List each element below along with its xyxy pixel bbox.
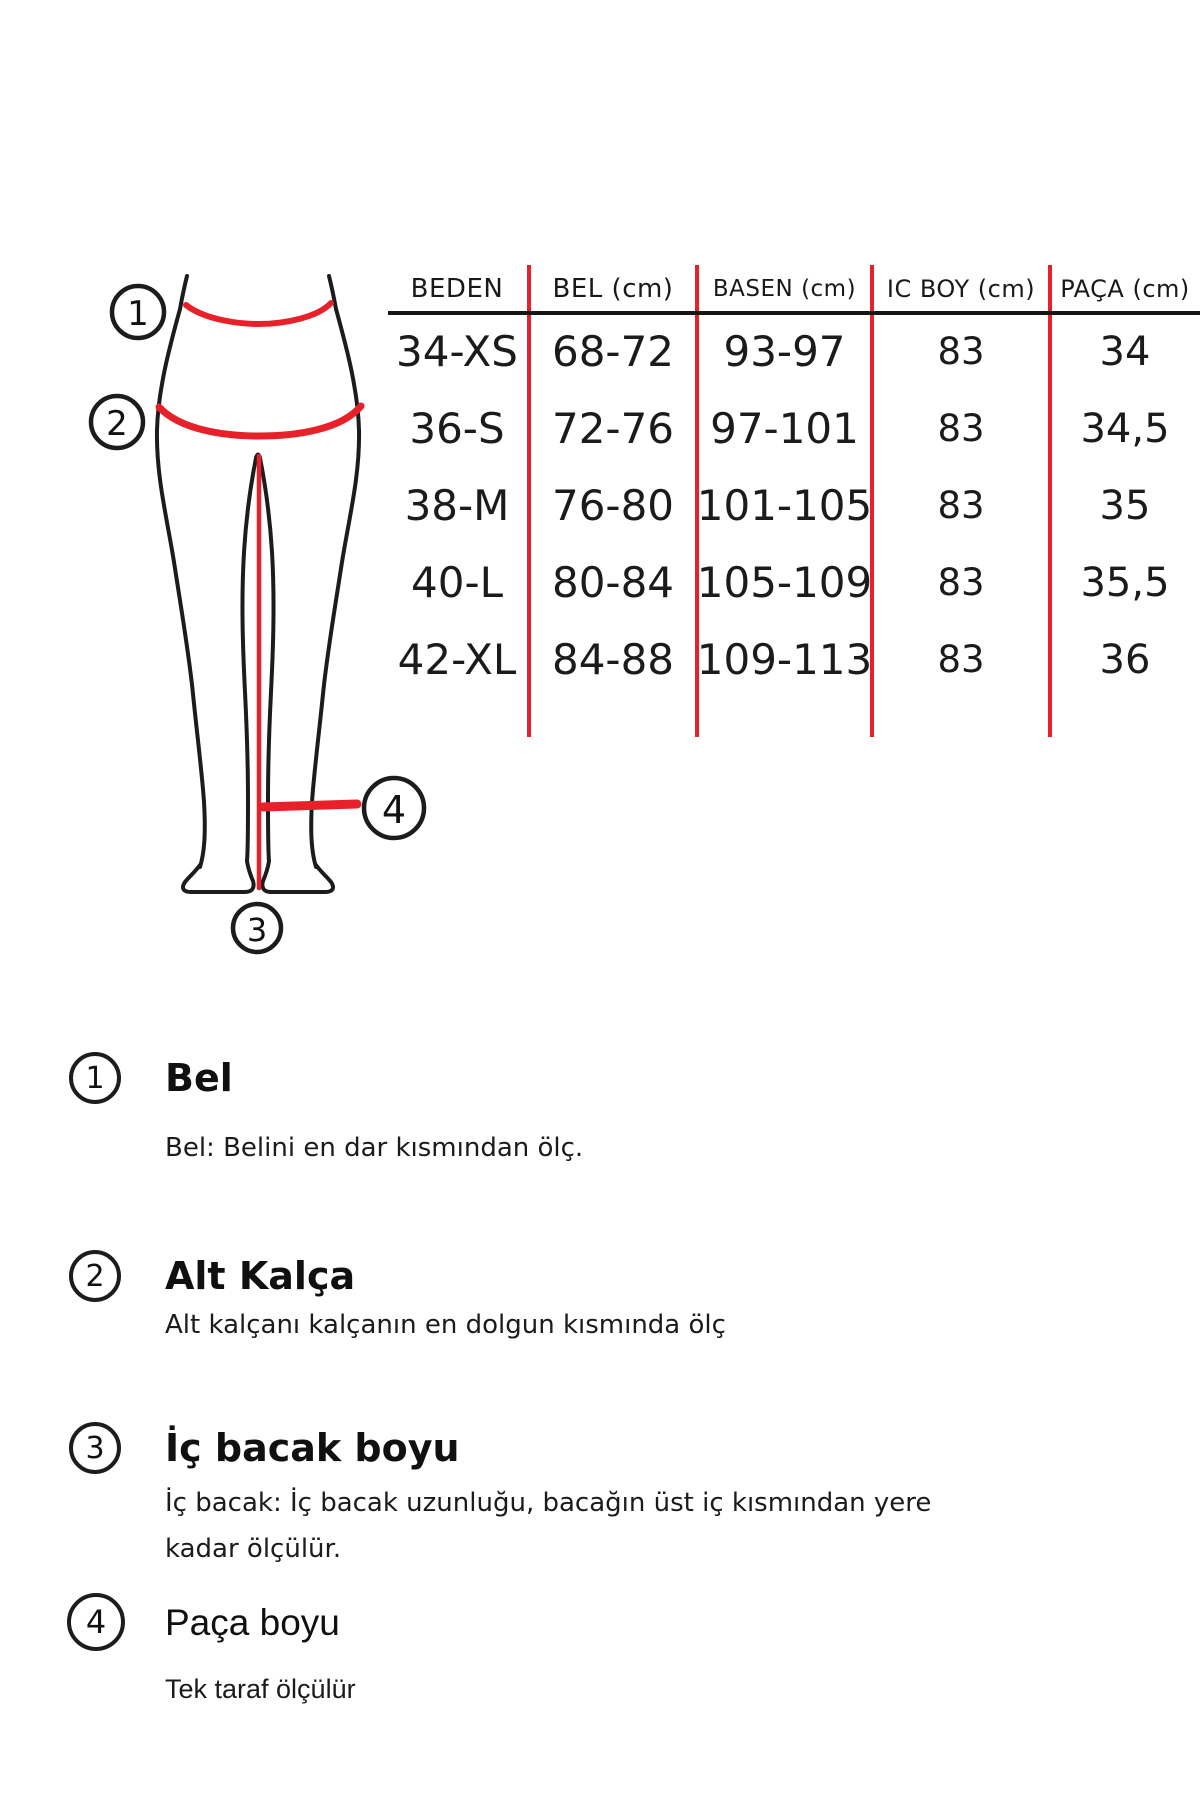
legend-1-desc: Bel: Belini en dar kısmından ölç.	[165, 1133, 584, 1163]
cell-ic-boy: 83	[937, 638, 985, 681]
cell-paca: 36	[1099, 636, 1151, 683]
col-header-beden: BEDEN	[410, 274, 504, 304]
cell-beden: 38-M	[404, 481, 510, 530]
callout-4	[364, 778, 424, 838]
callout-2	[91, 396, 143, 448]
legend-3-desc-line2: kadar ölçülür.	[165, 1534, 342, 1564]
legend-3-title: İç bacak boyu	[165, 1426, 460, 1470]
legend-4-desc: Tek taraf ölçülür	[165, 1674, 356, 1704]
cell-ic-boy: 83	[937, 407, 985, 450]
legend-2-title: Alt Kalça	[165, 1254, 356, 1298]
callout-1	[112, 286, 164, 338]
cell-ic-boy: 83	[937, 484, 985, 527]
cell-bel: 72-76	[551, 404, 675, 453]
callout-1-number: 1	[127, 294, 149, 334]
cell-beden: 34-XS	[396, 327, 518, 376]
callout-4-number: 4	[381, 788, 407, 832]
hip-measure-line	[159, 406, 361, 436]
cell-paca: 34,5	[1080, 405, 1170, 452]
col-header-basen: BASEN (cm)	[712, 276, 857, 302]
cell-paca: 35	[1099, 482, 1151, 529]
col-header-ic-boy: IC BOY (cm)	[886, 275, 1036, 303]
cell-ic-boy: 83	[937, 330, 985, 373]
hem-measure-line	[263, 804, 357, 807]
legend-2-badge: 2	[69, 1250, 121, 1302]
cell-bel: 84-88	[551, 635, 675, 684]
cell-basen: 101-105	[696, 481, 873, 530]
cell-basen: 97-101	[710, 404, 859, 453]
cell-ic-boy: 83	[937, 561, 985, 604]
cell-paca: 34	[1099, 328, 1151, 375]
legend-4-title: Paça boyu	[165, 1602, 340, 1643]
callout-3-number: 3	[246, 911, 268, 949]
cell-bel: 76-80	[551, 481, 675, 530]
legend-2-desc: Alt kalçanı kalçanın en dolgun kısmında ölç	[165, 1310, 726, 1340]
cell-bel: 80-84	[551, 558, 675, 607]
cell-bel: 68-72	[551, 327, 675, 376]
waist-measure-line	[186, 303, 331, 324]
measurement-marks	[159, 303, 361, 888]
legend-1-title: Bel	[165, 1056, 233, 1100]
legend-3-badge: 3	[69, 1422, 121, 1474]
legend-3-desc-line1: İç bacak: İç bacak uzunluğu, bacağın üst iç kısmından yere	[165, 1488, 932, 1518]
cell-beden: 36-S	[409, 404, 505, 453]
legend-4-badge: 4	[67, 1593, 125, 1651]
cell-beden: 42-XL	[397, 635, 517, 684]
legend-1-badge: 1	[69, 1052, 121, 1104]
col-header-paca: PAÇA (cm)	[1060, 275, 1190, 303]
callout-3	[233, 904, 281, 952]
cell-basen: 109-113	[696, 635, 873, 684]
cell-paca: 35,5	[1080, 559, 1170, 606]
size-table	[385, 265, 1200, 737]
col-header-bel: BEL (cm)	[552, 274, 674, 304]
cell-beden: 40-L	[411, 558, 503, 607]
cell-basen: 93-97	[723, 327, 846, 376]
callout-2-number: 2	[106, 404, 128, 444]
cell-basen: 105-109	[696, 558, 873, 607]
